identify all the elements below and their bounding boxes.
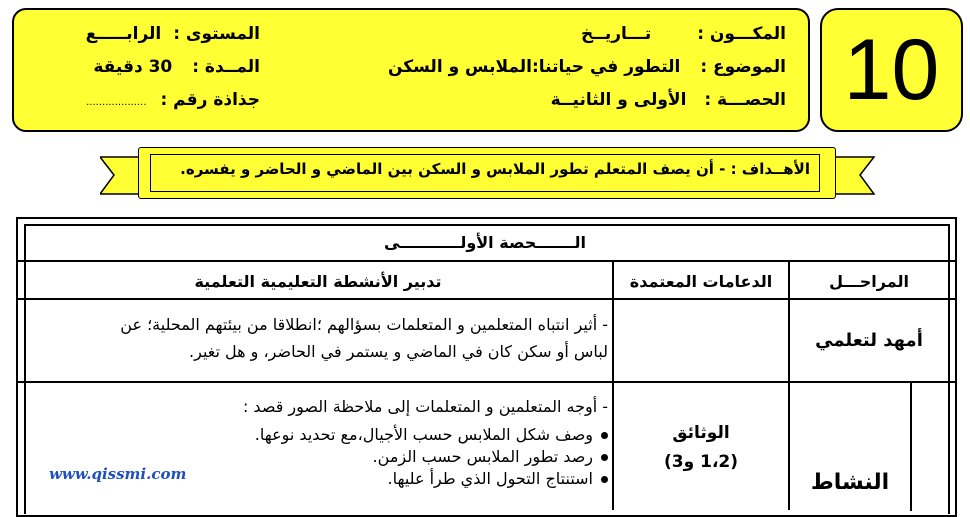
column-header-activities: تدبير الأنشطة التعليمية التعلمية — [194, 272, 442, 291]
session-value: الأولى و الثانيــة — [550, 90, 687, 110]
activity-row1-line1: - أثير انتباه المتعلمين و المتعلمات بسؤالهم ؛انطلاقا من بيئتهم المحلية؛ عن — [120, 315, 608, 334]
column-header-stages: المراحـــل — [829, 272, 909, 291]
component-label: المكـــون : — [697, 24, 786, 44]
list-item: وصف شكل الملابس حسب الأجيال،مع تحديد نوعها. — [255, 424, 608, 446]
session-title: الـــــــحصة الأولـــــــــــى — [383, 233, 587, 252]
column-header-supports: الدعامات المعتمدة — [629, 272, 773, 291]
card-label: جذاذة رقم : — [160, 90, 260, 110]
bullet-icon — [601, 432, 608, 439]
list-item: استنتاج التحول الذي طرأ عليها. — [255, 468, 608, 490]
topic-value: التطور في حياتنا:الملابس و السكن — [387, 57, 681, 77]
session-row — [551, 90, 786, 110]
session-label: الحصـــة : — [704, 90, 786, 110]
card-row — [86, 90, 260, 110]
duration-value: 30 دقيقة — [93, 57, 173, 77]
activity-row2-bullets — [255, 424, 608, 490]
lesson-number: 10 — [843, 22, 940, 118]
level-row — [86, 24, 260, 44]
level-label: المستوى : — [173, 24, 260, 44]
objectives-text: الأهــداف : - أن يصف المتعلم تطور الملابس و السكن بين الماضي و الحاضر و يفسره. — [180, 160, 810, 178]
component-row — [581, 24, 786, 44]
lesson-number-box — [820, 8, 963, 132]
level-value: الرابـــــع — [85, 24, 162, 44]
support-documents-title: الوثائق — [672, 423, 730, 443]
watermark-url: www.qissmi.com — [49, 465, 187, 483]
support-documents-numbers: (1،2 و3) — [663, 452, 739, 472]
activity-row1-line2: لباس أو سكن كان في الماضي و يستمر في الحاضر، و هل تغير. — [189, 342, 608, 361]
list-item: رصد تطور الملابس حسب الزمن. — [255, 446, 608, 468]
card-dots: ................... — [86, 97, 147, 108]
activity-row2-intro: - أوجه المتعلمين و المتعلمات إلى ملاحظة الصور قصد : — [242, 397, 608, 416]
component-value: تـــاريــخ — [581, 24, 652, 44]
duration-row — [93, 57, 260, 77]
topic-label: الموضوع : — [700, 57, 786, 77]
bullet-icon — [601, 454, 608, 461]
topic-row — [388, 57, 786, 77]
stage-activity: النشاط — [810, 470, 890, 495]
duration-label: المــدة : — [192, 57, 260, 77]
stage-warmup: أمهد لتعلمي — [815, 330, 923, 351]
bullet-icon — [601, 476, 608, 483]
